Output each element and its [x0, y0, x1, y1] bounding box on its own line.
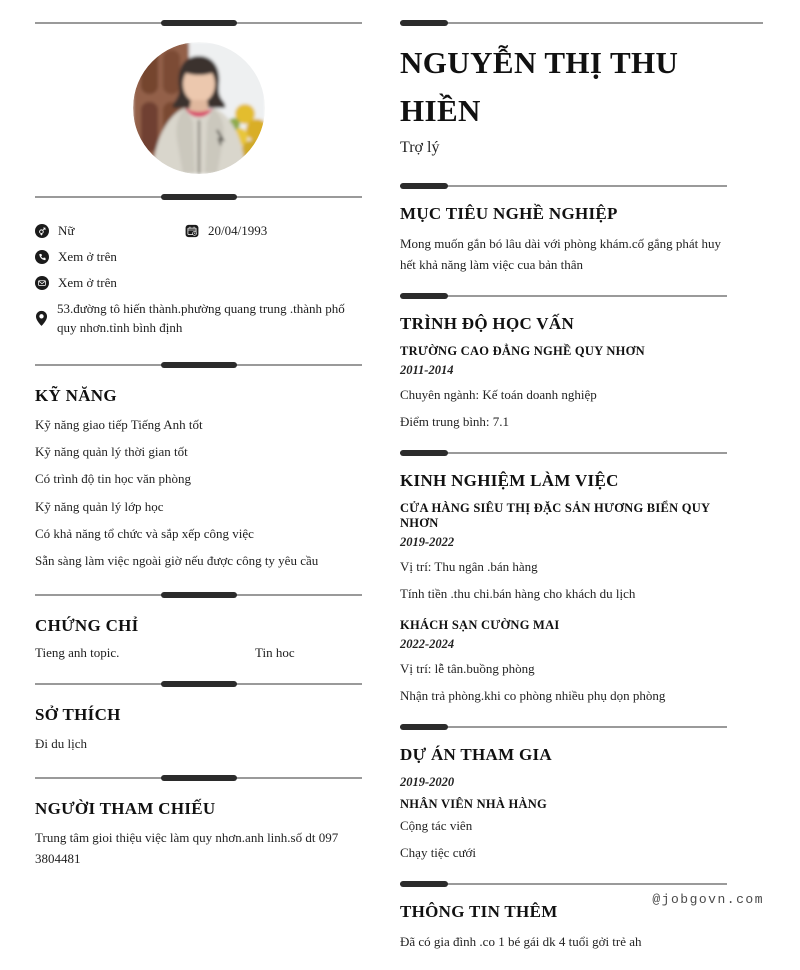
skill-item: Kỹ năng quản lý lớp học — [35, 498, 164, 514]
job-period: 2022-2024 — [400, 636, 455, 651]
gender-value: Nữ — [58, 223, 75, 238]
divider — [400, 724, 727, 730]
references-title: NGƯỜI THAM CHIẾU — [35, 798, 216, 818]
project-item: Chạy tiệc cưới — [400, 845, 477, 861]
divider — [35, 681, 362, 687]
certificate-item: Tieng anh topic. — [35, 644, 120, 660]
divider — [35, 20, 362, 26]
right-column — [400, 20, 730, 970]
divider — [400, 450, 727, 456]
experience-title: KINH NGHIỆM LÀM VIỆC — [400, 470, 619, 490]
skill-item: Kỹ năng quản lý thời gian tốt — [35, 443, 188, 459]
hobbies-title: SỞ THÍCH — [35, 704, 121, 724]
project-role: NHÂN VIÊN NHÀ HÀNG — [400, 796, 547, 811]
school-name: TRƯỜNG CAO ĐẲNG NGHỀ QUY NHƠN — [400, 343, 645, 358]
job-description: Tính tiền .thu chi.bán hàng cho khách du lịch — [400, 586, 636, 602]
additional-info-text: Đã có gia đình .co 1 bé gái dk 4 tuổi gởi trẻ ah — [400, 934, 642, 950]
divider — [400, 881, 727, 887]
certificates-title: CHỨNG CHỈ — [35, 615, 139, 635]
skills-section — [35, 386, 362, 572]
email-value: Xem ở trên — [58, 275, 117, 290]
phone-icon — [35, 250, 49, 264]
skill-item: Có khả năng tổ chức và sắp xếp công việc — [35, 525, 254, 541]
divider — [35, 194, 362, 200]
additional-info-section — [400, 902, 730, 953]
address-value: 53.đường tô hiến thành.phường quang trung .thành phố quy nhơn.tỉnh bình định — [57, 301, 345, 335]
project-period: 2019-2020 — [400, 774, 455, 789]
skills-title: KỸ NĂNG — [35, 385, 117, 405]
job-title: Trợ lý — [400, 139, 440, 157]
location-icon — [35, 310, 48, 327]
education-title: TRÌNH ĐỘ HỌC VẤN — [400, 313, 575, 333]
divider — [35, 362, 362, 368]
education-section — [400, 314, 730, 433]
job-position: Vị trí: lễ tân.buồng phòng — [400, 660, 535, 676]
objective-text: Mong muốn gắn bó lâu dài với phòng khám.cố gắng phát huy hết khả năng làm việc cua bản thân — [400, 236, 721, 272]
calendar-icon — [185, 224, 199, 238]
job-period: 2019-2022 — [400, 534, 455, 549]
gender-icon — [35, 224, 49, 238]
divider — [400, 293, 727, 299]
divider — [35, 775, 362, 781]
certificate-item: Tin hoc — [255, 644, 295, 660]
email-icon — [35, 276, 49, 290]
education-period: 2011-2014 — [400, 362, 454, 377]
divider — [400, 20, 763, 26]
watermark: @jobgovn.com — [652, 892, 764, 907]
objective-section — [400, 204, 730, 276]
additional-info-title: THÔNG TIN THÊM — [400, 902, 558, 922]
skill-item: Có trình độ tin học văn phòng — [35, 471, 191, 487]
profile-photo — [133, 42, 265, 174]
skill-item: Kỹ năng giao tiếp Tiếng Anh tốt — [35, 416, 203, 432]
education-gpa: Điểm trung bình: 7.1 — [400, 413, 510, 429]
company-name: KHÁCH SẠN CƯỜNG MAI — [400, 617, 560, 632]
divider — [400, 183, 727, 189]
education-major: Chuyên ngành: Kế toán doanh nghiệp — [400, 386, 597, 402]
certificates-section — [35, 616, 362, 661]
references-section — [35, 799, 362, 870]
skill-item: Sẵn sàng làm việc ngoài giờ nếu được công ty yêu cầu — [35, 553, 319, 569]
left-column — [35, 20, 362, 970]
experience-entry — [400, 501, 730, 605]
personal-info-section — [35, 222, 362, 338]
job-position: Vị trí: Thu ngân .bán hàng — [400, 558, 538, 574]
experience-section — [400, 471, 730, 707]
birthday-value: 20/04/1993 — [208, 223, 268, 238]
objective-title: MỤC TIÊU NGHỀ NGHIỆP — [400, 204, 618, 224]
phone-value: Xem ở trên — [58, 249, 117, 264]
projects-title: DỰ ÁN THAM GIA — [400, 744, 553, 764]
projects-section — [400, 745, 730, 864]
reference-text: Trung tâm gioi thiệu việc làm quy nhơn.anh linh.số dt 097 3804481 — [35, 829, 339, 866]
hobby-item: Đi du lịch — [35, 735, 87, 751]
candidate-name: NGUYỄN THỊ THU HIỀN — [400, 45, 679, 129]
divider — [35, 592, 362, 598]
photo-wrap — [35, 42, 362, 174]
job-description: Nhận trả phòng.khi co phòng nhiều phụ dọn phòng — [400, 688, 666, 704]
company-name: CỬA HÀNG SIÊU THỊ ĐẶC SẢN HƯƠNG BIỂN QUY NHƠN — [400, 500, 710, 530]
experience-entry — [400, 618, 730, 707]
project-item: Cộng tác viên — [400, 817, 473, 833]
hobbies-section — [35, 705, 362, 755]
